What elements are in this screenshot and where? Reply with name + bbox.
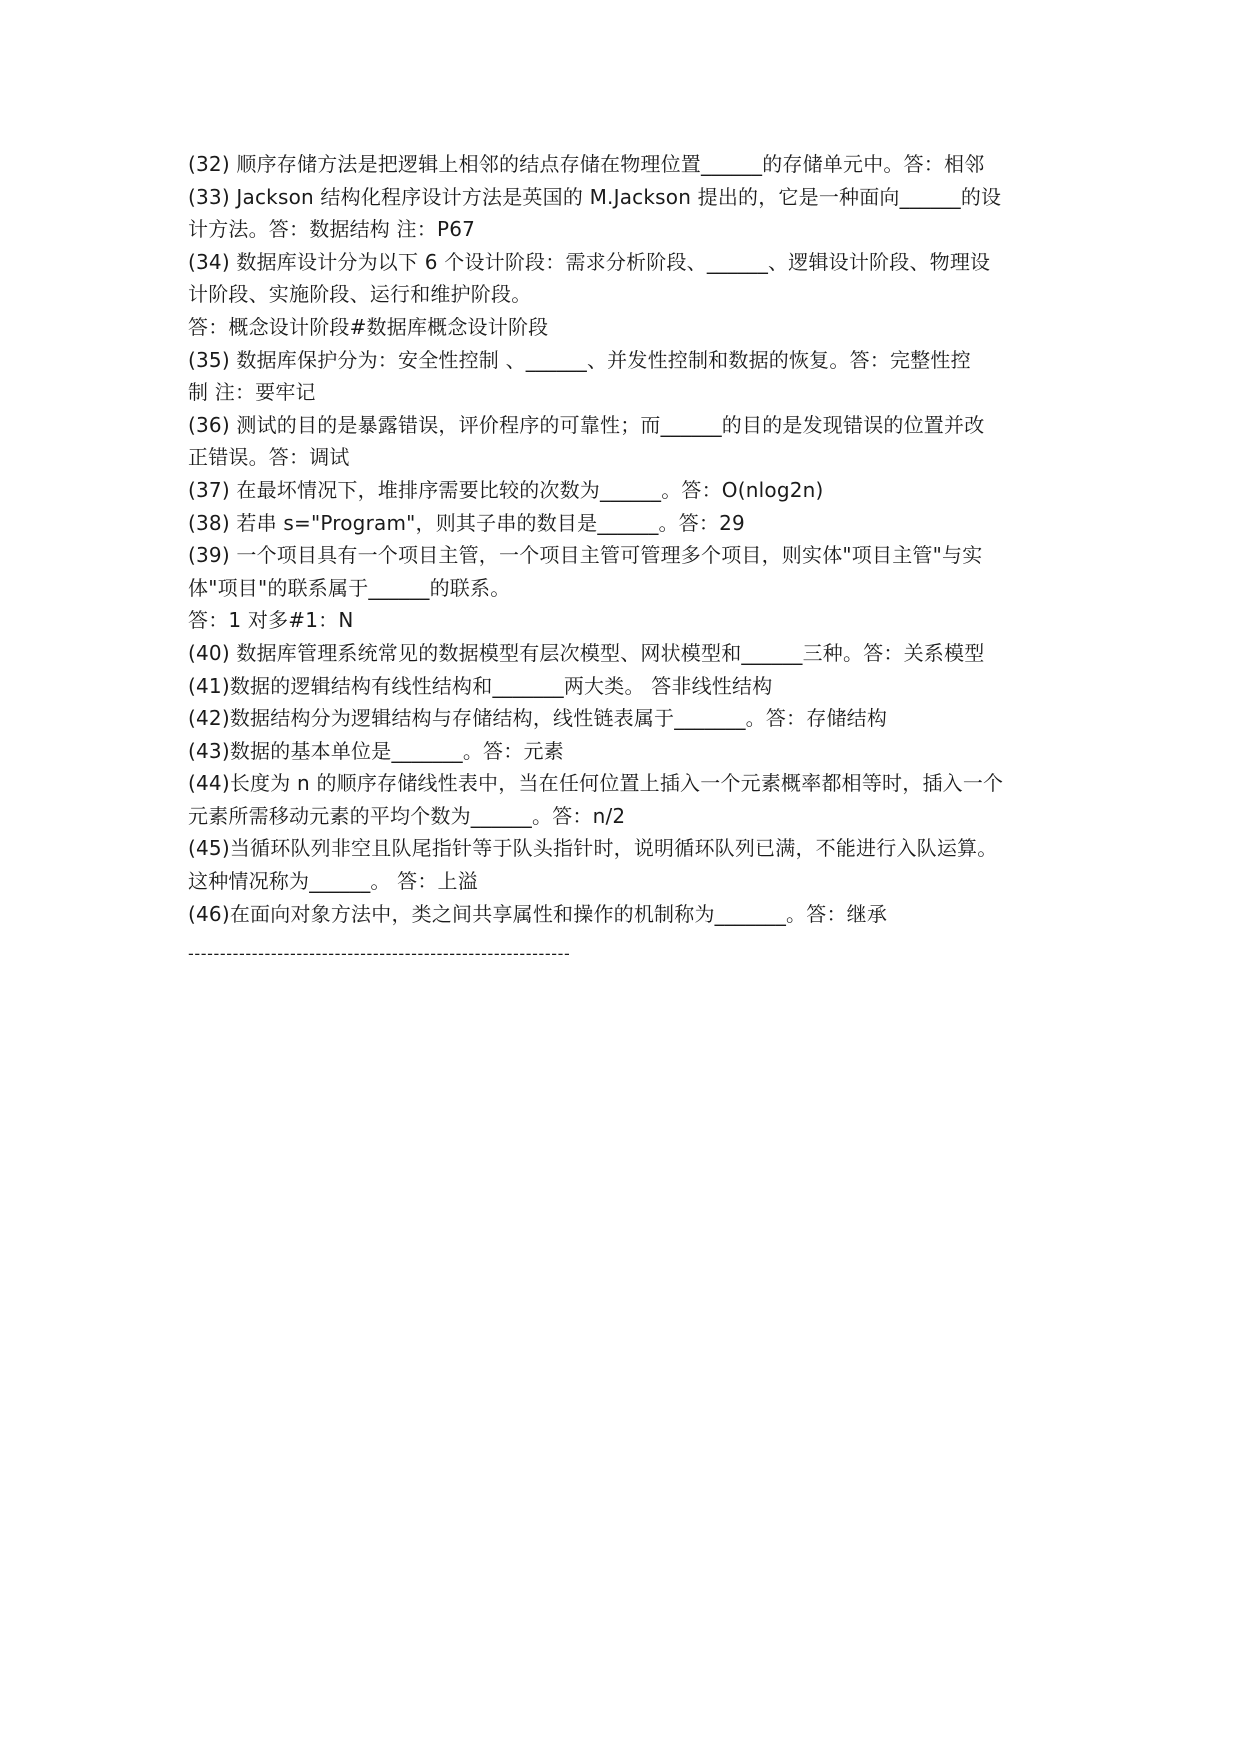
text-line: (41)数据的逻辑结构有线性结构和_______两大类。 答非线性结构 xyxy=(188,673,773,698)
text-line: (36) 测试的目的是暴露错误，评价程序的可靠性；而______的目的是发现错误的位置并改 xyxy=(188,412,985,437)
text-line: (46)在面向对象方法中，类之间共享属性和操作的机制称为_______。答：继承 xyxy=(188,901,888,926)
text-line: (34) 数据库设计分为以下 6 个设计阶段：需求分析阶段、______、逻辑设计阶段、物理设 xyxy=(188,249,991,274)
text-line: (35) 数据库保护分为：安全性控制 、______、并发性控制和数据的恢复。答：完整性控 xyxy=(188,347,971,372)
text-line: 答：1 对多#1：N xyxy=(188,608,354,633)
text-line: 这种情况称为______。 答：上溢 xyxy=(188,869,478,894)
text-line: 答：概念设计阶段#数据库概念设计阶段 xyxy=(188,314,549,339)
document-page xyxy=(188,148,1060,966)
text-line: (32) 顺序存储方法是把逻辑上相邻的结点存储在物理位置______的存储单元中。答：相邻 xyxy=(188,152,985,176)
text-line: 计方法。答：数据结构 注：P67 xyxy=(188,217,476,242)
text-line: 计阶段、实施阶段、运行和维护阶段。 xyxy=(188,282,532,307)
text-line: (45)当循环队列非空且队尾指针等于队头指针时，说明循环队列已满，不能进行入队运算。 xyxy=(188,836,998,861)
text-line: (38) 若串 s="Program"，则其子串的数目是______。答：29 xyxy=(188,510,745,535)
dashed-divider: ------------------------------------------------------------ xyxy=(188,944,571,964)
text-line: 制 注：要牢记 xyxy=(188,380,316,405)
text-line: 元素所需移动元素的平均个数为______。答：n/2 xyxy=(188,803,626,828)
text-line: (43)数据的基本单位是_______。答：元素 xyxy=(188,738,564,763)
text-line: (37) 在最坏情况下，堆排序需要比较的次数为______。答：O(nlog2n) xyxy=(188,477,824,502)
text-line: 体"项目"的联系属于______的联系。 xyxy=(188,575,511,600)
text-line: (33) Jackson 结构化程序设计方法是英国的 M.Jackson 提出的，它是一种面向______的设 xyxy=(188,184,1002,209)
text-line: 正错误。答：调试 xyxy=(188,445,350,470)
text-line: (40) 数据库管理系统常见的数据模型有层次模型、网状模型和______三种。答：关系模型 xyxy=(188,640,985,665)
text-line: (39) 一个项目具有一个项目主管，一个项目主管可管理多个项目，则实体"项目主管"与实 xyxy=(188,543,983,568)
text-line: (42)数据结构分为逻辑结构与存储结构，线性链表属于_______。答：存储结构 xyxy=(188,706,888,731)
text-line: (44)长度为 n 的顺序存储线性表中，当在任何位置上插入一个元素概率都相等时，插入一个 xyxy=(188,771,1004,796)
